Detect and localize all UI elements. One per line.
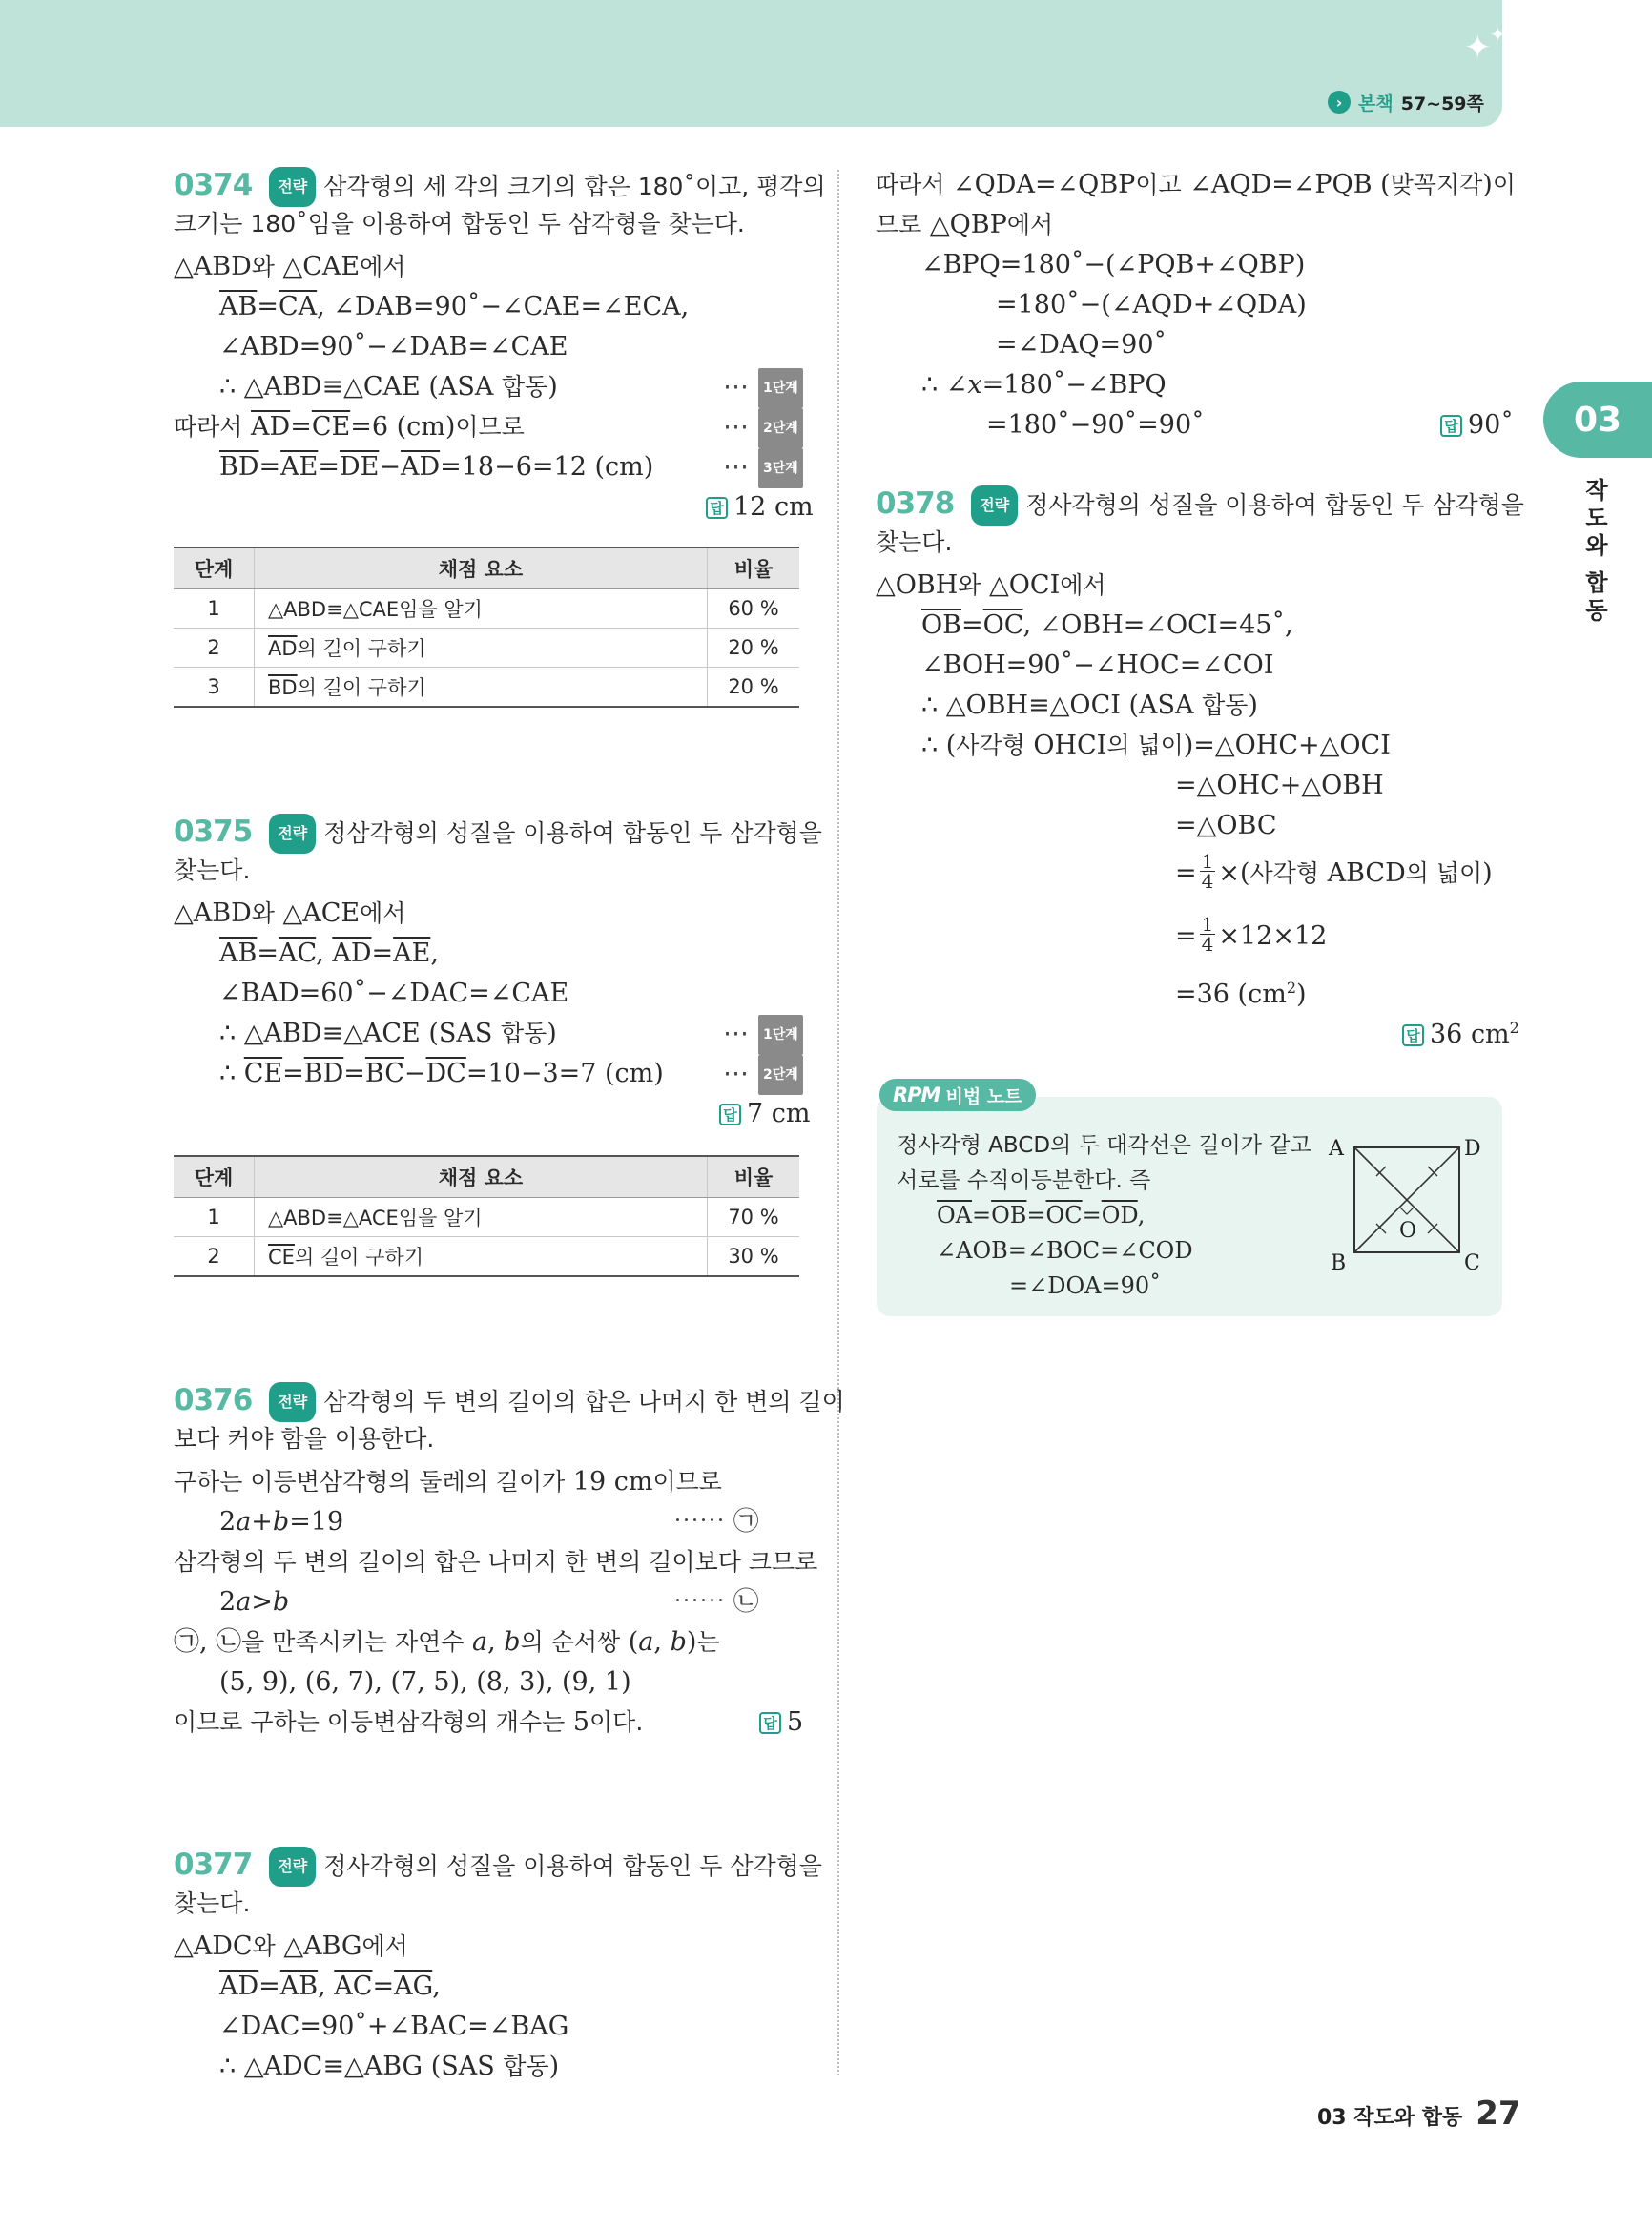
- note-line: =∠DOA=90˚: [1009, 1272, 1162, 1299]
- page-number: 27: [1476, 2095, 1521, 2133]
- table-row: 1 △ABD≡△ACE임을 알기 70 %: [174, 1198, 799, 1237]
- solution-line: =180˚−90˚=90˚: [986, 410, 1205, 440]
- stage-marker: ⋯ 1단계: [723, 368, 803, 411]
- answer-0376: 답 5: [759, 1703, 803, 1742]
- sparkle-icon: ✦: [1490, 23, 1506, 46]
- answer-icon: 답: [1440, 415, 1462, 437]
- strategy-tag: 전략: [269, 1382, 316, 1422]
- solution-line: ∴ ∠x=180˚−∠BPQ: [921, 370, 1167, 400]
- strategy-tag: 전략: [269, 814, 316, 854]
- problem-0375-strategy-cont: 찾는다.: [174, 857, 251, 884]
- vertex-label-a: A: [1329, 1137, 1344, 1161]
- table-row: 2 $\overline{AD}$의 길이 구하기 20 %: [174, 629, 799, 668]
- page-footer: [1317, 2095, 1521, 2137]
- solution-line: = $\frac{1}{4}$ ×(사각형 ABCD의 넓이): [1175, 850, 1493, 893]
- solution-line: ∴ (사각형 OHCI의 넓이)=△OHC+△OCI: [921, 731, 1391, 760]
- solution-line: 2a+b=19: [219, 1507, 344, 1537]
- problem-0378-heading: 0378 전략 정사각형의 성질을 이용하여 합동인 두 삼각형을: [876, 485, 1524, 528]
- strategy-tag: 전략: [269, 1847, 316, 1887]
- answer-0378: 답 36 $cm^2$: [1402, 1009, 1519, 1054]
- solution-line: $\overline{AD}=\overline{AB}$, $\overline{AC}=\overline{AG}$,: [219, 1972, 441, 2001]
- solution-line: ∠BPQ=180˚−(∠PQB+∠QBP): [921, 250, 1306, 279]
- page-reference[interactable]: [1328, 88, 1484, 116]
- solution-line: (5, 9), (6, 7), (7, 5), (8, 3), (9, 1): [219, 1667, 631, 1697]
- solution-line: ∴ △ADC≡△ABG (SAS 합동): [219, 2052, 560, 2081]
- column-divider: [837, 170, 839, 2075]
- table-row: 2 $\overline{CE}$의 길이 구하기 30 %: [174, 1237, 799, 1277]
- problem-0374-heading: 0374 전략 삼각형의 세 각의 크기의 합은 180˚이고, 평각의: [174, 166, 826, 210]
- answer-icon: 답: [1402, 1024, 1424, 1046]
- solution-line: =180˚−(∠AQD+∠QDA): [996, 290, 1307, 320]
- solution-line: ∴ $\overline{CE}=\overline{BD}=\overline{BC}-\overline{DC}=10-3=7$ (cm): [219, 1059, 664, 1088]
- stage-marker: ⋯ 2단계: [723, 1055, 803, 1098]
- solution-line: ∠ABD=90˚−∠DAB=∠CAE: [219, 332, 568, 361]
- solution-line: ∠DAC=90˚+∠BAC=∠BAG: [219, 2012, 569, 2041]
- problem-0376-heading: 0376 전략 삼각형의 두 변의 길이의 합은 나머지 한 변의 길이: [174, 1381, 845, 1425]
- center-label-o: O: [1399, 1219, 1417, 1243]
- table-row: 3 $\overline{BD}$의 길이 구하기 20 %: [174, 668, 799, 708]
- note-line: ∠AOB=∠BOC=∠COD: [937, 1237, 1193, 1264]
- strategy-tag: 전략: [971, 485, 1018, 526]
- solution-line: $\overline{AB}=\overline{AC}$, $\overline{AD}=\overline{AE}$,: [219, 939, 439, 968]
- stage-marker: ⋯ 2단계: [723, 408, 803, 451]
- rpm-note-tag: RPM 비법 노트: [879, 1079, 1036, 1111]
- vertex-label-b: B: [1331, 1251, 1347, 1275]
- solution-line: =△OBC: [1175, 811, 1277, 840]
- chapter-side-title: 작 도 와 합 동: [1585, 477, 1608, 624]
- equation-marker: ⋯⋯ ㉠: [673, 1507, 759, 1537]
- solution-line: 구하는 이등변삼각형의 둘레의 길이가 19 cm이므로: [174, 1467, 722, 1497]
- chevron-right-icon: ›: [1328, 91, 1351, 114]
- vertex-label-c: C: [1464, 1251, 1480, 1275]
- answer-icon: 답: [759, 1712, 781, 1734]
- problem-0375-heading: 0375 전략 정삼각형의 성질을 이용하여 합동인 두 삼각형을: [174, 813, 822, 857]
- solution-line: $\overline{OB}=\overline{OC}$, ∠OBH=∠OCI=45˚,: [921, 610, 1293, 640]
- footer-chapter: 03 작도와 합동: [1317, 2106, 1463, 2130]
- problem-0377-strategy-cont: 찾는다.: [174, 1889, 251, 1917]
- header-band: [0, 0, 1502, 127]
- problem-0376-strategy-cont: 보다 커야 함을 이용한다.: [174, 1425, 435, 1453]
- solution-line: △OBH와 △OCI에서: [876, 570, 1106, 600]
- solution-line: 2a>b: [219, 1587, 290, 1617]
- solution-line: ∴ △ABD≡△ACE (SAS 합동): [219, 1019, 557, 1048]
- solution-line: = $\frac{1}{4}$ ×12×12: [1175, 913, 1328, 956]
- problem-0374-strategy-cont: 크기는 180˚임을 이용하여 합동인 두 삼각형을 찾는다.: [174, 210, 745, 237]
- answer-0377: 답 90˚: [1440, 406, 1514, 444]
- page-ref-label: 본책: [1358, 93, 1394, 114]
- solution-line: △ADC와 △ABG에서: [174, 1931, 408, 1961]
- solution-line: ∴ △ABD≡△CAE (ASA 합동): [219, 372, 558, 402]
- solution-line: $\overline{BD}=\overline{AE}=\overline{DE}-\overline{AD}=18-6=12$ (cm): [219, 452, 654, 482]
- note-line: 서로를 수직이등분한다. 즉: [897, 1168, 1151, 1193]
- solution-line: ∠BAD=60˚−∠DAC=∠CAE: [219, 979, 569, 1008]
- chapter-tab: 03: [1543, 382, 1652, 458]
- solution-line: =△OHC+△OBH: [1175, 771, 1384, 800]
- solution-line: 따라서 $\overline{AD}=\overline{CE}=6$ (cm)이므로: [174, 412, 525, 442]
- score-table-0375: 단계 채점 요소 비율 1 △ABD≡△ACE임을 알기 70 % 2 $\overline{CE}$의 길이 구하기 30 %: [174, 1155, 799, 1277]
- solution-line: =∠DAQ=90˚: [996, 330, 1167, 360]
- solution-line: 므로 △QBP에서: [876, 210, 1054, 239]
- page-ref-pages: 57~59쪽: [1400, 93, 1484, 114]
- solution-line: ㉠, ㉡을 만족시키는 자연수 a, b의 순서쌍 (a, b)는: [174, 1627, 720, 1657]
- note-line: $\overline{OA}=\overline{OB}=\overline{OC}=\overline{OD}$,: [937, 1202, 1146, 1229]
- solution-line: △ABD와 △CAE에서: [174, 252, 406, 281]
- stage-marker: ⋯ 1단계: [723, 1015, 803, 1058]
- vertex-label-d: D: [1464, 1137, 1481, 1161]
- answer-0375: 답 7 cm: [719, 1095, 811, 1133]
- solution-line: =36 $(cm^2)$: [1175, 979, 1307, 1009]
- sparkle-icon: ✦: [1464, 29, 1492, 67]
- square-diagonals-diagram: [1321, 1128, 1497, 1281]
- solution-line: △ABD와 △ACE에서: [174, 898, 406, 928]
- answer-icon: 답: [706, 497, 728, 519]
- answer-icon: 답: [719, 1104, 741, 1125]
- score-table-0374: 단계 채점 요소 비율 1 △ABD≡△CAE임을 알기 60 % 2 $\overline{AD}$의 길이 구하기 20 % 3 $\overline{BD}$의 길이 구하기 20 %: [174, 547, 799, 708]
- note-line: 정사각형 ABCD의 두 대각선은 길이가 같고: [897, 1133, 1311, 1158]
- solution-line: 삼각형의 두 변의 길이의 합은 나머지 한 변의 길이보다 크므로: [174, 1548, 818, 1576]
- solution-line: 따라서 ∠QDA=∠QBP이고 ∠AQD=∠PQB (맞꼭지각)이: [876, 170, 1516, 199]
- problem-0378-strategy-cont: 찾는다.: [876, 528, 953, 556]
- solution-line: $\overline{AB}=\overline{CA}$, ∠DAB=90˚−∠CAE=∠ECA,: [219, 292, 690, 321]
- stage-marker: ⋯ 3단계: [723, 448, 803, 491]
- strategy-tag: 전략: [269, 167, 316, 207]
- solution-line: ∠BOH=90˚−∠HOC=∠COI: [921, 650, 1274, 680]
- answer-0374: 답 12 cm: [706, 488, 814, 527]
- solution-line: ∴ △OBH≡△OCI (ASA 합동): [921, 691, 1258, 720]
- problem-0377-heading: 0377 전략 정사각형의 성질을 이용하여 합동인 두 삼각형을: [174, 1846, 822, 1889]
- table-row: 1 △ABD≡△CAE임을 알기 60 %: [174, 589, 799, 629]
- equation-marker: ⋯⋯ ㉡: [673, 1587, 759, 1617]
- solution-line: 이므로 구하는 이등변삼각형의 개수는 5이다.: [174, 1707, 644, 1737]
